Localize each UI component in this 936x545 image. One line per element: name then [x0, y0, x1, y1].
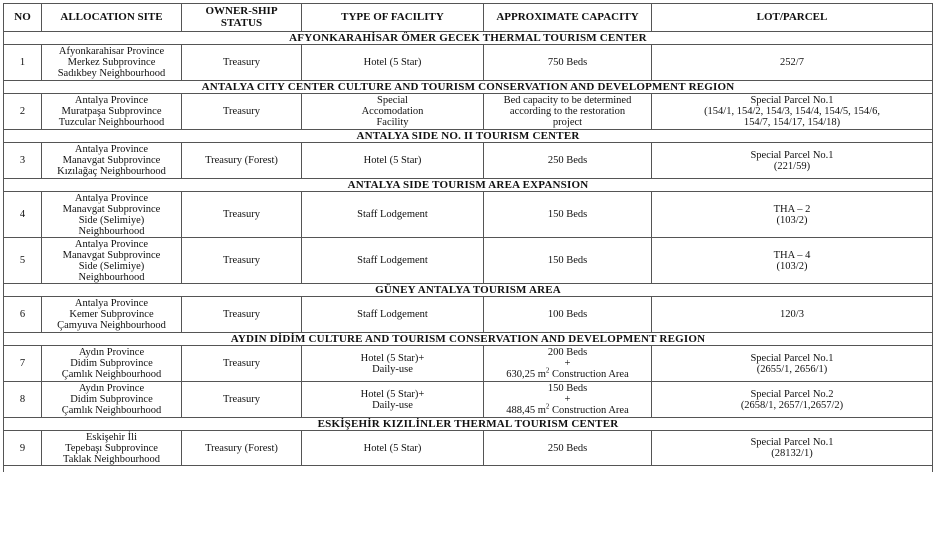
section-title: AFYONKARAHİSAR ÖMER GECEK THERMAL TOURISM CENTER — [4, 32, 933, 45]
cell-ownership-status: Treasury — [182, 45, 302, 81]
table-row — [4, 346, 933, 382]
section-title: AYDIN DİDİM CULTURE AND TOURISM CONSERVATION AND DEVELOPMENT REGION — [4, 333, 933, 346]
cell-capacity — [484, 382, 652, 418]
cell-allocation-site: Antalya Province Kemer Subprovince Çamyuva Neighbourhood — [42, 297, 182, 333]
cell-lot-parcel: Special Parcel No.1 (2655/1, 2656/1) — [652, 346, 933, 382]
section-title: ANTALYA CITY CENTER CULTURE AND TOURISM CONSERVATION AND DEVELOPMENT REGION — [4, 81, 933, 94]
section-row — [4, 418, 933, 431]
cell-no: 2 — [4, 94, 42, 130]
table-row — [4, 94, 933, 130]
cell-capacity — [484, 346, 652, 382]
cell-no: 8 — [4, 382, 42, 418]
cell-ownership-status: Treasury — [182, 94, 302, 130]
cell-ownership-status: Treasury — [182, 238, 302, 284]
cutoff-cell — [4, 466, 933, 473]
cell-lot-parcel: 252/7 — [652, 45, 933, 81]
cell-capacity: 250 Beds — [484, 431, 652, 466]
section-row — [4, 333, 933, 346]
table-row — [4, 382, 933, 418]
cell-no: 4 — [4, 192, 42, 238]
header-approximate-capacity: APPROXIMATE CAPACITY — [484, 4, 652, 32]
capacity-area-unit: Construction Area — [552, 405, 629, 416]
capacity-beds: 150 Beds + — [547, 383, 588, 405]
cell-type-of-facility: Staff Lodgement — [302, 238, 484, 284]
cell-lot-parcel: Special Parcel No.1 (28132/1) — [652, 431, 933, 466]
table-row — [4, 297, 933, 333]
cell-type-of-facility: Hotel (5 Star) — [302, 45, 484, 81]
superscript-2: 2 — [545, 366, 550, 375]
header-type-of-facility: TYPE OF FACILITY — [302, 4, 484, 32]
table-row — [4, 192, 933, 238]
cell-allocation-site: Antalya Province Manavgat Subprovince Side (Selimiye) Neighbourhood — [42, 192, 182, 238]
section-row — [4, 81, 933, 94]
header-no: NO — [4, 4, 42, 32]
cell-no: 6 — [4, 297, 42, 333]
cell-type-of-facility: Hotel (5 Star) — [302, 431, 484, 466]
section-title: GÜNEY ANTALYA TOURISM AREA — [4, 284, 933, 297]
header-ownership-status: OWNER-SHIP STATUS — [182, 4, 302, 32]
section-title: ESKİŞEHİR KIZILİNLER THERMAL TOURISM CENTER — [4, 418, 933, 431]
cell-type-of-facility: Staff Lodgement — [302, 297, 484, 333]
section-row — [4, 130, 933, 143]
table-row — [4, 45, 933, 81]
cell-lot-parcel: Special Parcel No.2 (2658/1, 2657/1,2657/2) — [652, 382, 933, 418]
table-row-cutoff — [4, 466, 933, 473]
table-row — [4, 431, 933, 466]
cell-ownership-status: Treasury — [182, 297, 302, 333]
cell-capacity: 250 Beds — [484, 143, 652, 179]
cell-capacity: 150 Beds — [484, 238, 652, 284]
cell-allocation-site: Antalya Province Muratpaşa Subprovince Tuzcular Neighbourhood — [42, 94, 182, 130]
cell-ownership-status: Treasury — [182, 382, 302, 418]
cell-allocation-site: Eskişehir İli Tepebaşı Subprovince Taklak Neighbourhood — [42, 431, 182, 466]
cell-capacity: 150 Beds — [484, 192, 652, 238]
cell-no: 7 — [4, 346, 42, 382]
cell-capacity: 100 Beds — [484, 297, 652, 333]
section-row — [4, 284, 933, 297]
section-title: ANTALYA SIDE NO. II TOURISM CENTER — [4, 130, 933, 143]
cell-lot-parcel: 120/3 — [652, 297, 933, 333]
cell-type-of-facility: Staff Lodgement — [302, 192, 484, 238]
header-lot-parcel: LOT/PARCEL — [652, 4, 933, 32]
capacity-area: 630,25 m — [506, 369, 546, 380]
cell-no: 3 — [4, 143, 42, 179]
cell-allocation-site: Antalya Province Manavgat Subprovince Kızılağaç Neighbourhood — [42, 143, 182, 179]
capacity-beds: 200 Beds + — [547, 347, 588, 369]
allocation-table — [3, 3, 933, 472]
cell-ownership-status: Treasury — [182, 192, 302, 238]
cell-capacity: Bed capacity to be determined according to the restoration project — [484, 94, 652, 130]
allocation-table-container — [3, 3, 932, 472]
cell-ownership-status: Treasury (Forest) — [182, 431, 302, 466]
header-allocation-site: ALLOCATION SITE — [42, 4, 182, 32]
table-row — [4, 238, 933, 284]
cell-type-of-facility: Hotel (5 Star)+ Daily-use — [302, 382, 484, 418]
cell-type-of-facility: Special Accomodation Facility — [302, 94, 484, 130]
capacity-area-unit: Construction Area — [552, 369, 629, 380]
cell-allocation-site: Antalya Province Manavgat Subprovince Side (Selimiye) Neighbourhood — [42, 238, 182, 284]
capacity-area: 488,45 m — [506, 405, 546, 416]
cell-allocation-site: Aydın Province Didim Subprovince Çamlık Neighbourhood — [42, 382, 182, 418]
table-row — [4, 143, 933, 179]
cell-lot-parcel: Special Parcel No.1 (154/1, 154/2, 154/3, 154/4, 154/5, 154/6, 154/7, 154/17, 154/18) — [652, 94, 933, 130]
cell-type-of-facility: Hotel (5 Star)+ Daily-use — [302, 346, 484, 382]
cell-allocation-site: Afyonkarahisar Province Merkez Subprovince Sadıkbey Neighbourhood — [42, 45, 182, 81]
cell-type-of-facility: Hotel (5 Star) — [302, 143, 484, 179]
section-row — [4, 179, 933, 192]
cell-lot-parcel: THA – 2 (103/2) — [652, 192, 933, 238]
cell-ownership-status: Treasury (Forest) — [182, 143, 302, 179]
header-row — [4, 4, 933, 32]
superscript-2: 2 — [545, 402, 550, 411]
cell-no: 9 — [4, 431, 42, 466]
cell-ownership-status: Treasury — [182, 346, 302, 382]
cell-allocation-site: Aydın Province Didim Subprovince Çamlık Neighbourhood — [42, 346, 182, 382]
cell-no: 1 — [4, 45, 42, 81]
cell-no: 5 — [4, 238, 42, 284]
section-row — [4, 32, 933, 45]
cell-capacity: 750 Beds — [484, 45, 652, 81]
cell-lot-parcel: Special Parcel No.1 (221/59) — [652, 143, 933, 179]
section-title: ANTALYA SIDE TOURISM AREA EXPANSION — [4, 179, 933, 192]
cell-lot-parcel: THA – 4 (103/2) — [652, 238, 933, 284]
